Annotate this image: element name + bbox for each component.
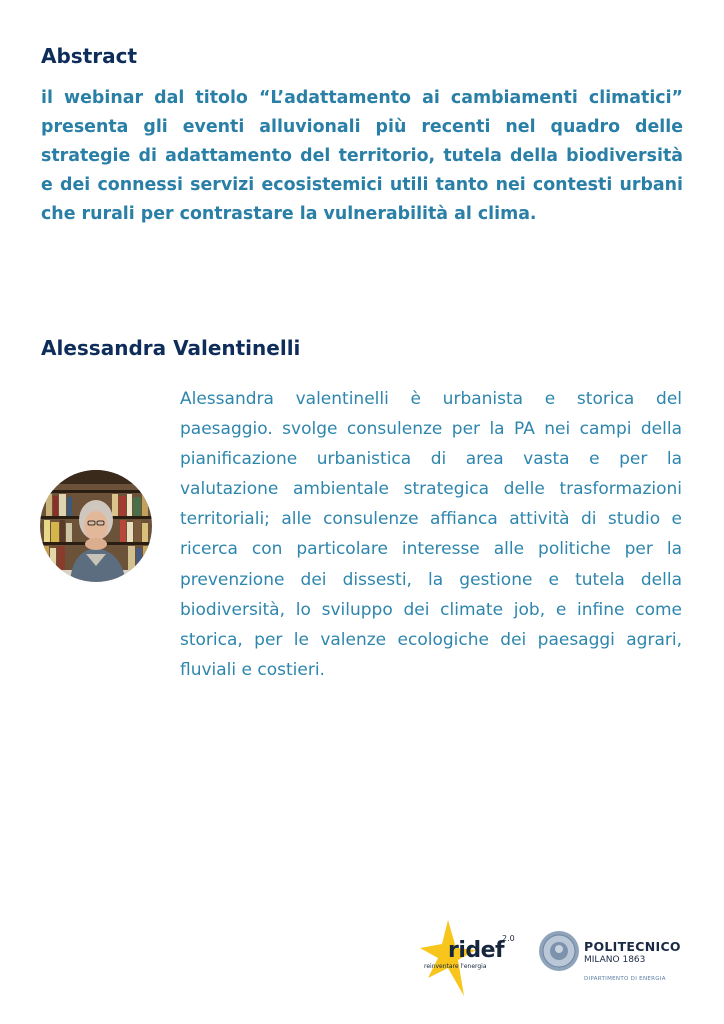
department-label: DIPARTIMENTO DI ENERGIA <box>584 976 666 982</box>
ridef-logo <box>420 920 520 998</box>
politecnico-city: MILANO 1863 <box>584 955 646 965</box>
seal-icon <box>538 930 580 972</box>
ridef-tagline: reinventare l'energia <box>424 963 487 970</box>
speaker-bio: Alessandra valentinelli è urbanista e storica del paesaggio. svolge consulenze per la PA nei campi della pianificazione urbanistica di area vasta e per la valutazione ambientale strategica delle trasformazioni territoriali; alle consulenze affianca attività di studio e ricerca con particolare interesse alle politiche per la prevenzione dei dissesti, la gestione e tutela della biodiversità, lo sviluppo dei climate job, e infine come storica, per le valenze ecologiche dei paesaggi agrari, fluviali e costieri. <box>180 389 682 680</box>
abstract-text: il webinar dal titolo “L’adattamento ai cambiamenti climatici” presenta gli eventi alluvionali più recenti nel quadro delle strategie di adattamento del territorio, tutela della biodiversità e dei connessi servizi ecosistemici utili tanto nei contesti urbani che rurali per contrastare la vulnerabilità al clima. <box>41 88 683 224</box>
politecnico-logo <box>538 930 688 986</box>
ridef-version: 2.0 <box>502 934 515 943</box>
ridef-wordmark: ridef <box>448 938 505 963</box>
abstract-heading: Abstract <box>41 44 138 68</box>
speaker-name: Alessandra Valentinelli <box>41 336 301 360</box>
politecnico-name: POLITECNICO <box>584 939 681 954</box>
speaker-photo <box>40 470 152 582</box>
